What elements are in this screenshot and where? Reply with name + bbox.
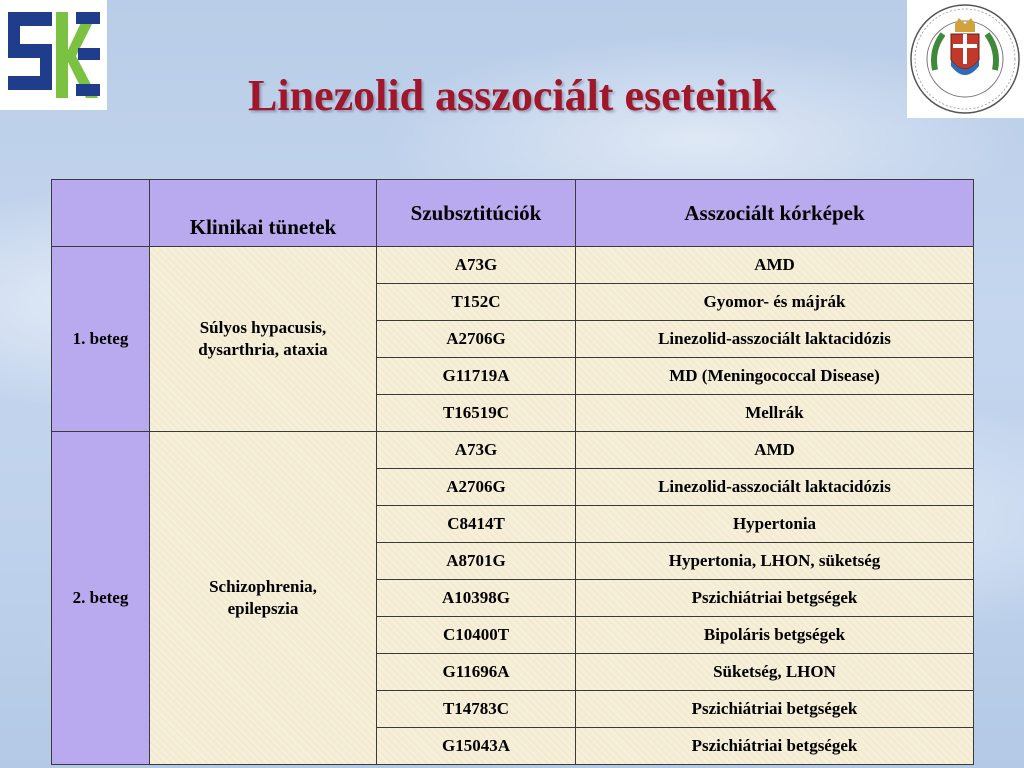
substitution-cell: T14783C: [377, 691, 576, 728]
associated-disease-cell: Pszichiátriai betgségek: [576, 728, 974, 765]
substitution-cell: T16519C: [377, 395, 576, 432]
symptoms-line: dysarthria, ataxia: [198, 340, 328, 359]
associated-disease-cell: Linezolid-asszociált laktacidózis: [576, 321, 974, 358]
substitution-cell: C8414T: [377, 506, 576, 543]
clinical-symptoms: [150, 247, 377, 432]
associated-disease-cell: Hypertonia, LHON, süketség: [576, 543, 974, 580]
header-clinical-symptoms: Klinikai tünetek: [150, 180, 377, 247]
substitution-cell: G15043A: [377, 728, 576, 765]
associated-disease-cell: AMD: [576, 247, 974, 284]
associated-disease-cell: Gyomor- és májrák: [576, 284, 974, 321]
symptoms-line: Súlyos hypacusis,: [199, 318, 327, 337]
patient-label: 2. beteg: [52, 432, 150, 765]
patient-label: 1. beteg: [52, 247, 150, 432]
associated-disease-cell: Pszichiátriai betgségek: [576, 580, 974, 617]
header-empty: [52, 180, 150, 247]
substitution-cell: C10400T: [377, 617, 576, 654]
substitution-cell: G11696A: [377, 654, 576, 691]
table-row: [52, 432, 974, 469]
substitution-cell: G11719A: [377, 358, 576, 395]
associated-disease-cell: Bipoláris betgségek: [576, 617, 974, 654]
substitution-cell: A10398G: [377, 580, 576, 617]
substitution-cell: A73G: [377, 247, 576, 284]
symptoms-line: Schizophrenia,: [209, 577, 317, 596]
clinical-symptoms: [150, 432, 377, 765]
substitution-cell: A8701G: [377, 543, 576, 580]
associated-disease-cell: Pszichiátriai betgségek: [576, 691, 974, 728]
table-header-row: [52, 180, 974, 247]
associated-disease-cell: AMD: [576, 432, 974, 469]
associated-disease-cell: Hypertonia: [576, 506, 974, 543]
associated-disease-cell: Mellrák: [576, 395, 974, 432]
associated-disease-cell: Linezolid-asszociált laktacidózis: [576, 469, 974, 506]
substitution-cell: T152C: [377, 284, 576, 321]
substitution-cell: A2706G: [377, 469, 576, 506]
header-associated-diseases: Asszociált kórképek: [576, 180, 974, 247]
mutation-table: [51, 179, 974, 765]
table-row: [52, 247, 974, 284]
header-substitutions: Szubsztitúciók: [377, 180, 576, 247]
substitution-cell: A2706G: [377, 321, 576, 358]
associated-disease-cell: Süketség, LHON: [576, 654, 974, 691]
slide-title: Linezolid asszociált eseteink: [248, 71, 776, 120]
substitution-cell: A73G: [377, 432, 576, 469]
symptoms-line: epilepszia: [227, 599, 299, 618]
associated-disease-cell: MD (Meningococcal Disease): [576, 358, 974, 395]
